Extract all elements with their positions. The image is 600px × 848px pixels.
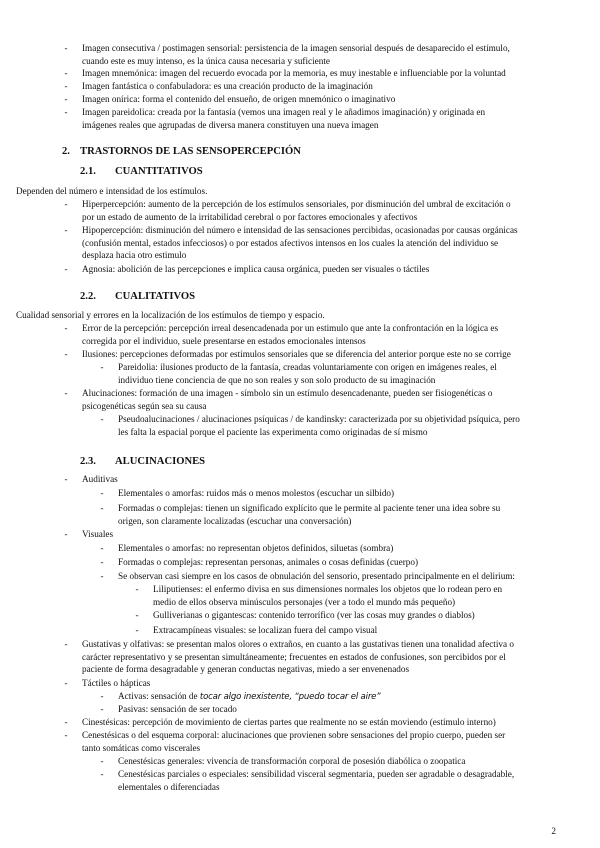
bullet-dash: - (64, 717, 68, 727)
bullet-dash: - (64, 81, 68, 91)
page-number: 2 (551, 826, 556, 836)
bullet-dash: - (100, 704, 104, 714)
bullet-dash: - (64, 678, 68, 688)
paragraph: Cualidad sensorial y errores en la localización de los estímulos de tiempo y espacio. (16, 310, 325, 320)
bullet-dash: - (100, 557, 104, 567)
bullet-dash: - (135, 584, 139, 594)
bullet-dash: - (100, 543, 104, 553)
bullet-dash: - (100, 756, 104, 766)
bullet-dash: - (100, 414, 104, 424)
bullet-dash: - (64, 323, 68, 333)
bullet-dash: - (100, 571, 104, 581)
bullet-dash: - (135, 610, 139, 620)
bullet-dash: - (100, 362, 104, 372)
bullet-dash: - (64, 43, 68, 53)
bullet-dash: - (64, 107, 68, 117)
bullet-dash: - (100, 488, 104, 498)
bullet-dash: - (64, 730, 68, 740)
bullet-dash: - (64, 68, 68, 78)
bullet-dash: - (100, 691, 104, 701)
bullet-dash: - (64, 199, 68, 209)
bullet-dash: - (100, 769, 104, 779)
bullet-dash: - (64, 474, 68, 484)
document-page: - Imagen consecutiva / postimagen sensorial: persistencia de la imagen sensorial después de desaparecido el estímulo, cuando este es muy intenso, es la única causa necesaria y suficiente - Imagen mnemónica: imagen del recuerdo evocada por la memoria, es muy inestable e influenciable por la voluntad - Imagen fantástica o confabuladora: es una creación producto de la imaginación - Imagen onírica: forma el contenido del ensueño, de origen mnemónico o imaginativo - Imagen pareidolica: creada por la fantasía (vemos una imagen real y le añadimos imaginación) y originada en imágenes reales que agrupadas de diversa manera constituyen una nueva imagen 2. TRASTORNOS DE LAS SENSOPERCEPCIÓN 2.1. CUANTITATIVOS Dependen del número e intensidad de los estímulos. - Hiperpercepción: aumento de la percepción de los estímulos sensoriales, por disminución del umbral de excitación o por un estado de aumento de la irritabilidad cerebral o por factores emocionales y afectivos - Hipopercepción: disminución del número e intensidad de las sensaciones percibidas, ocasionadas por causas orgánicas (confusión mental, estados infecciosos) o por estados afectivos intensos en los cuales la atención del individuo se desplaza hacia otro estimulo - Agnosia: abolición de las percepciones e implica causa orgánica, pueden ser visuales o táctiles 2.2. CUALITATIVOS Cualidad sensorial y errores en la localización de los estímulos de tiempo y espacio. - Error de la percepción: percepción irreal desencadenada por un estimulo que ante la confrontación en la lógica es corregida por el individuo, suele presentarse en estados emocionales intensos - Ilusiones: percepciones deformadas por estímulos sensoriales que se diferencia del anterior porque este no se corrige - Pareidolia: ilusiones producto de la fantasía, creadas voluntariamente con origen en imágenes reales, el individuo tiene conciencia de que no son reales y son solo producto de su imaginación - Alucinaciones: formación de una imagen - símbolo sin un estímulo desencadenante, pueden ser fisiogenéticas o psicogenéticas según sea su causa - Pseudoalucinaciones / alucinaciones psíquicas / de kandinsky: caracterizada por su objetividad psíquica, pero les falta la espacial porque el paciente las experimenta como originadas de sí mismo 2.3. ALUCINACIONES - Auditivas - Elementales o amorfas: ruidos más o menos molestos (escuchar un silbido) - Formadas o complejas: tienen un significado explícito que le permite al paciente tener una idea sobre su origen, son claramente localizadas (escuchar una conversación) - Visuales - Elementales o amorfas: no representan objetos definidos, siluetas (sombra) - Formadas o complejas: representan personas, animales o cosas definidas (cuerpo) - Se observan casi siempre en los casos de obnulación del sensorio, presentado principalmente en el delirium: - Liliputienses: el enfermo divisa en sus dimensiones normales los objetos que lo rodean pero en medio de ellos observa minúsculos personajes (ver a todo el mundo más pequeño) - Gulliverianas o gigantescas: contenido terrorífico (ver las cosas muy grandes o diablos) - Extracampíneas visuales: se localizan fuera del campo visual - Gustativas y olfativas: se presentan malos olores o extraños, en cuanto a las gustativas tienen una tonalidad afectiva o carácter representativo y se presentan simultáneamente; frecuentes en estados de confusiones, son percibidos por el paciente de forma desagradable y generan conductas negativas, miedo a ser envenenados - Táctiles o hápticas - Activas: sensación de tocar algo inexistente, “puedo tocar el aire” - Pasivas: sensación de ser tocado - Cinestésicas: percepción de movimiento de ciertas partes que realmente no se están moviendo (estímulo interno) - Cenestésicas o del esquema corporal: alucinaciones que provienen sobre sensaciones del propio cuerpo, pueden ser tanto somáticas como viscerales - Cenestésicas generales: vivencia de transformación corporal de posesión diabólica o zoopatica - Cenestésicas parciales o especiales: sensibilidad visceral segmentaria, pueden ser agradable o desagradable, elementales o diferenciadas 2 (16, 43, 556, 836)
bullet-dash: - (64, 529, 68, 539)
bullet-dash: - (64, 94, 68, 104)
bullet-dash: - (64, 264, 68, 274)
bullet-dash: - (64, 388, 68, 398)
bullet-dash: - (64, 639, 68, 649)
paragraph: Dependen del número e intensidad de los estímulos. (16, 186, 208, 196)
bullet-dash: - (100, 503, 104, 513)
bullet-dash: - (135, 625, 139, 635)
handwritten-note: tocar algo inexistente, “puedo tocar el aire” (199, 692, 381, 702)
bullet-dash: - (64, 349, 68, 359)
bullet-dash: - (64, 225, 68, 235)
